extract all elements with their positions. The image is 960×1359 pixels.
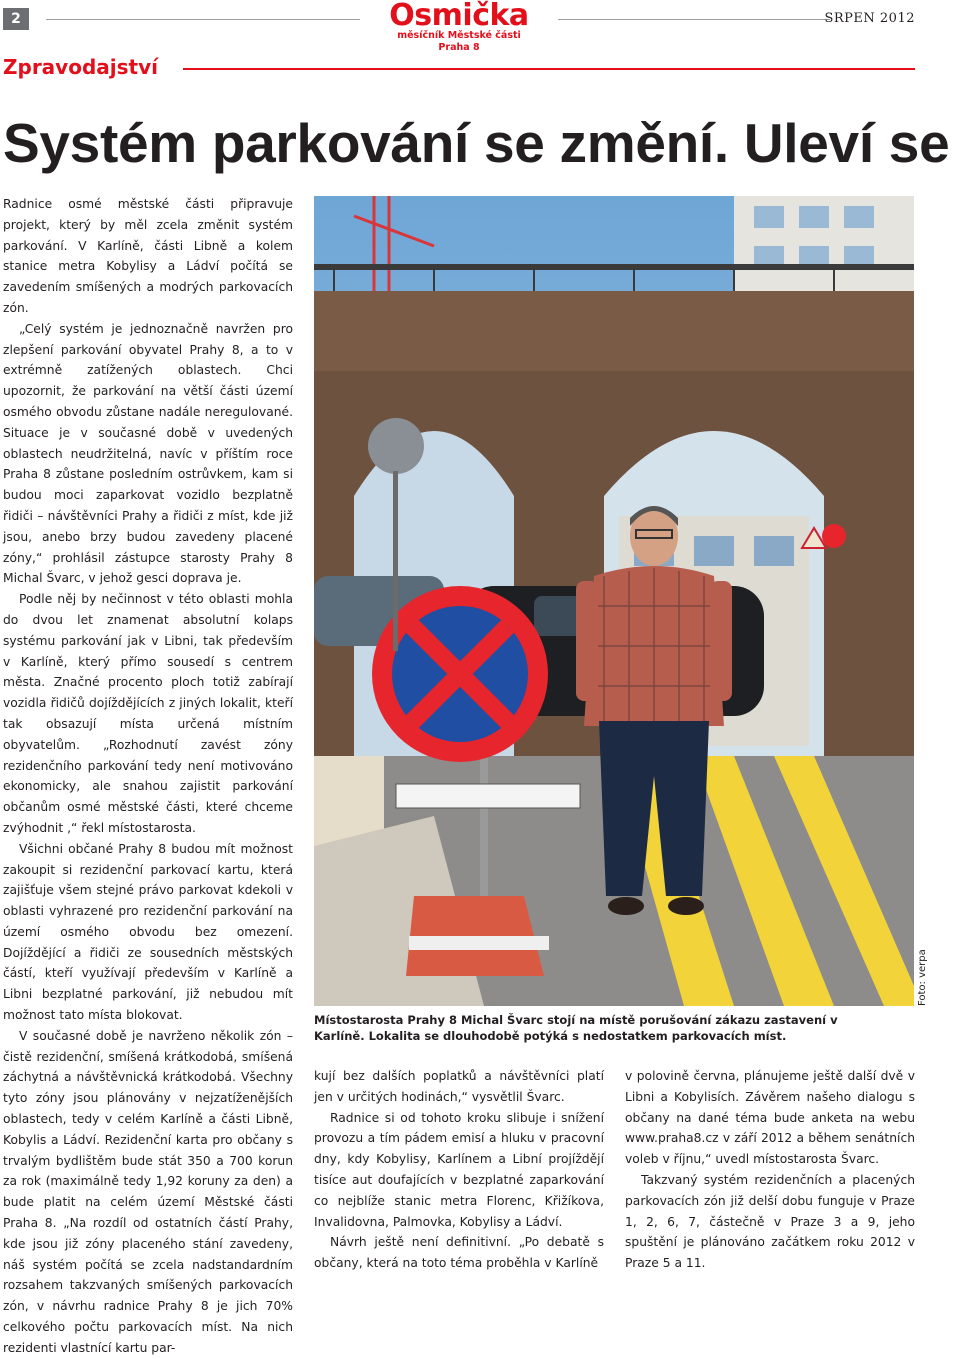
photo-caption: Místostarosta Prahy 8 Michal Švarc stojí na místě porušování zákazu zastavení v Karlíně. Lokalita se dlouhodobě potýká s nedostatkem parkovacích míst. (314, 1013, 838, 1043)
paragraph: Radnice osmé městské části připravuje projekt, který by měl zcela změnit systém parkování. V Karlíně, části Libně a kolem stanice metra Kobylisy a Ládví počítá se zavedením smíšených a modrých parkovacích zón. (3, 197, 293, 315)
paragraph: v polovině června, plánujeme ještě další dvě v Libni a Kobylisích. Závěrem našeho dialogu s občany na dané téma bude anketa na webu www.praha8.cz v září 2012 a během senátních voleb v říjnu,“ uvedl místostarosta Švarc. (625, 1069, 915, 1167)
article-column-2 (314, 1066, 604, 1274)
article-headline: Systém parkování se změní. Uleví se (3, 112, 950, 174)
paragraph: Takzvaný systém rezidenčních a placených parkovacích zón již delší dobu funguje v Praze 1, 2, 6, 7, částečně v Praze 3 a 9, jeho spuštění je plánováno začátkem roku 2012 v Praze 5 a 11. (625, 1172, 915, 1271)
header-rule-left (46, 19, 360, 20)
masthead-logo: Osmička (389, 0, 529, 33)
paragraph: Návrh ještě není definitivní. „Po debatě s občany, která na toto téma proběhla v Karlíně (314, 1235, 604, 1271)
paragraph: V současné době je navrženo několik zón – čistě rezidenční, smíšená krátkodobá, smíšená záchytná a návštěvnická krátkodobá. Všechny tyto zóny jsou plánovány v nejzatíženějších oblastech, tedy v celém Karlíně a části Libně, Kobylis a Ládví. Rezidenční karta pro občany s trvalým bydlištěm bude stát 350 a 700 korun za rok (maximálně tedy 1,92 koruny za den) a bude platit na celém území Městské části Praha 8. „Na rozdíl od ostatních částí Prahy, kde jsou již zóny placeného stání zavedeny, náš systém počítá se zcela nadstandardním rozsahem takzvaných smíšených parkovacích zón, v návrhu radnice Prahy 8 je jich 70% celkového počtu parkovacích míst. Na nich rezidenti vlastnící kartu par- (3, 1028, 293, 1355)
header-rule-right (558, 19, 830, 20)
section-title: Zpravodajství (3, 55, 158, 79)
article-column-1 (3, 194, 293, 1359)
paragraph: Všichni občané Prahy 8 budou mít možnost zakoupit si rezidenční parkovací kartu, která zajišťuje všem stejné právo parkovat kdekoli v oblasti vyhrazené pro rezidenční parkování na území osmého obvodu bez omezení. Dojíždějící a řidiči ze sousedních městských částí, kteří využívají především v Karlíně a Libni bezplatné parkování, již nebudou mít možnost tato místa blokovat. (3, 841, 293, 1023)
paragraph: „Celý systém je jednoznačně navržen pro zlepšení parkování obyvatel Prahy 8, a to v extrémně zatížených oblastech. Chci upozornit, že parkování na větší části území osmého obvodu zůstane nadále neregulované. Situace je v současné době v uvedených oblastech neudržitelná, navíc v příštím roce Praha 8 zůstane posledním ostrůvkem, kam si budou moci zaparkovat vozidlo bezplatně řidiči – návštěvníci Prahy a řidiči z míst, kde již jsou, anebo brzy budou zavedeny placené zóny,“ prohlásil zástupce starosty Prahy 8 Michal Švarc, v jehož gesci doprava je. (3, 321, 293, 586)
paragraph: kují bez dalších poplatků a návštěvníci platí jen v určitých hodinách,“ vysvětlil Švarc. (314, 1069, 604, 1104)
section-rule (183, 68, 915, 70)
photo-illustration (314, 196, 914, 1006)
photo-credit: Foto: verpa (917, 949, 928, 1006)
issue-date: SRPEN 2012 (824, 11, 915, 26)
paragraph: Radnice si od tohoto kroku slibuje i snížení provozu a tím pádem emisí a hluku v pracovní dny, kdy Kobylisy, Karlínem a Libní projíždějí tisíce aut doufajících v bezplatné zaparkování co nejblíže stanic metra Florenc, Křižíkova, Invalidovna, Palmovka, Kobylisy a Ládví. (314, 1110, 604, 1229)
article-column-3 (625, 1066, 915, 1274)
paragraph: Podle něj by nečinnost v této oblasti mohla do dvou let znamenat absolutní kolaps systému parkování jak v Libni, tak především v Karlíně, který přímo sousedí s centrem města. Značné procento ploch totiž zabírají vozidla řidičů dojíždějících z jiných lokalit, kteří tak obsazují místa určená místním obyvatelům. „Rozhodnutí zavést zóny rezidenčního parkování tedy není motivováno ekonomicky, ale snahou zajistit parkování občanům osmé městské části, které chceme zvýhodnit ,“ řekl místostarosta. (3, 592, 293, 835)
masthead-subtitle: měsíčník Městské části Praha 8 (397, 30, 521, 53)
page-number: 2 (3, 8, 29, 30)
article-photo (314, 196, 914, 1006)
